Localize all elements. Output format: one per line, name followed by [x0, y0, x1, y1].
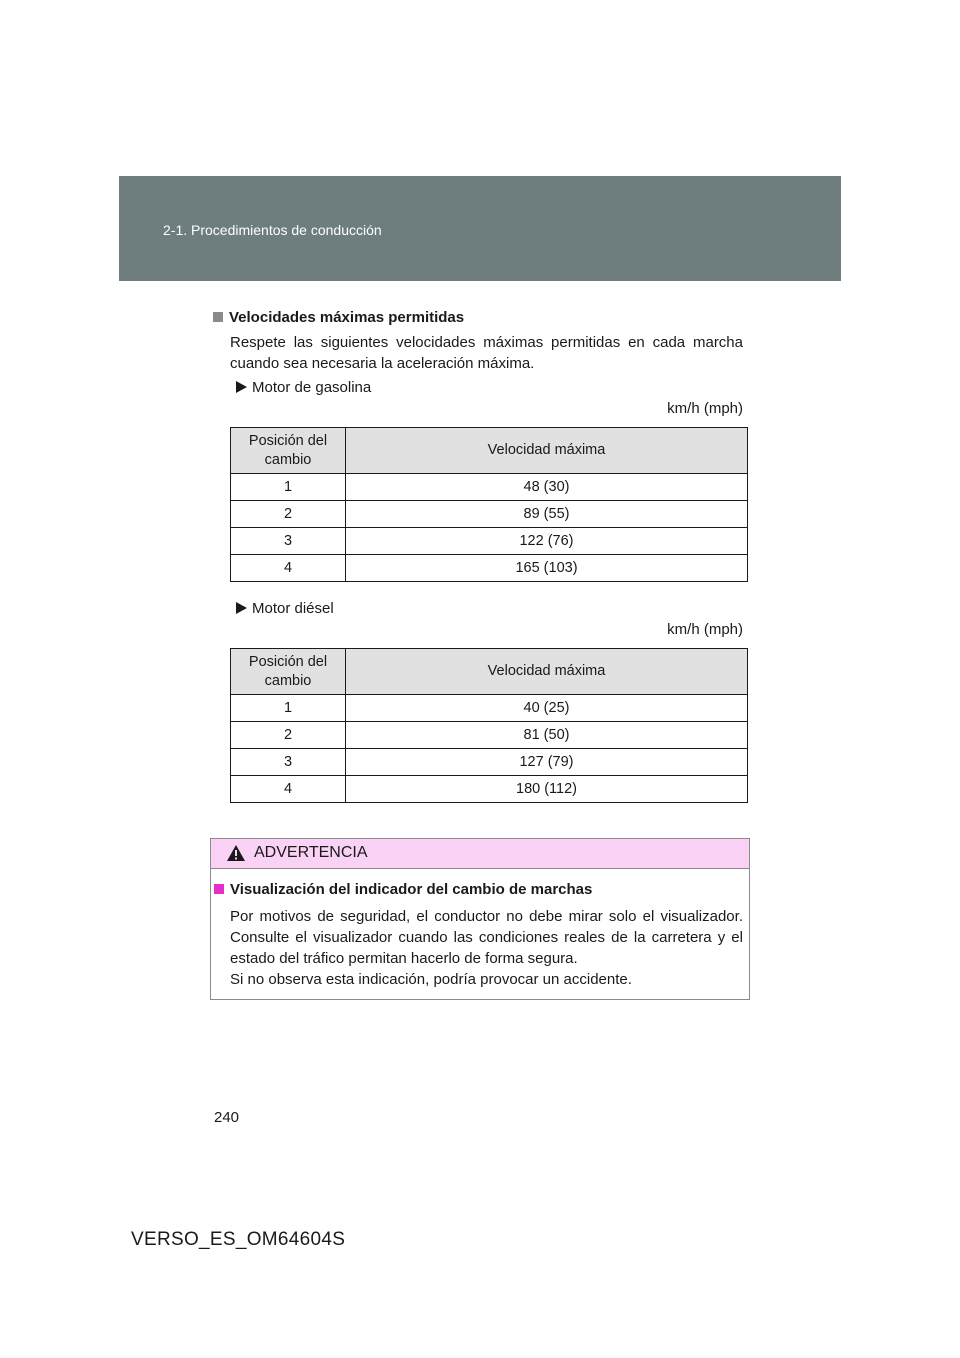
warning-box [210, 838, 750, 1000]
speed-cell: 81 (50) [346, 722, 748, 749]
warning-body [230, 906, 743, 990]
table-header-row [231, 428, 748, 474]
diesel-unit: km/h (mph) [667, 621, 743, 638]
speed-cell: 165 (103) [346, 555, 748, 582]
table-row [231, 749, 748, 776]
warning-triangle-icon [226, 844, 246, 867]
gasoline-unit: km/h (mph) [667, 400, 743, 417]
gear-cell: 1 [231, 695, 346, 722]
gasoline-speed-table [230, 427, 748, 582]
table-row [231, 555, 748, 582]
gear-cell: 4 [231, 555, 346, 582]
gear-cell: 1 [231, 474, 346, 501]
gasoline-label [236, 379, 371, 396]
table-row [231, 722, 748, 749]
gear-cell: 2 [231, 722, 346, 749]
speed-cell: 180 (112) [346, 776, 748, 803]
diesel-label [236, 600, 334, 617]
gear-cell: 3 [231, 528, 346, 555]
warning-paragraph: Por motivos de seguridad, el conductor no debe mirar solo el visualizador. Consulte el visualizador cuando las condiciones reales de la carretera y el estado del tráfico permitan hacerlo de forma segura. [230, 908, 743, 967]
warning-paragraph-2: Si no observa esta indicación, podría provocar un accidente. [230, 971, 632, 988]
gear-cell: 4 [231, 776, 346, 803]
column-header-gear: Posición del cambio [231, 649, 346, 695]
section-heading [213, 309, 464, 326]
speed-cell: 48 (30) [346, 474, 748, 501]
speed-cell: 127 (79) [346, 749, 748, 776]
gasoline-label-text: Motor de gasolina [252, 379, 372, 396]
table-row [231, 528, 748, 555]
speed-cell: 89 (55) [346, 501, 748, 528]
warning-header [211, 839, 749, 869]
square-bullet-icon [213, 312, 223, 322]
triangle-bullet-icon [236, 381, 247, 393]
speed-cell: 122 (76) [346, 528, 748, 555]
section-title: 2-1. Procedimientos de conducción [163, 222, 382, 238]
section-heading-text: Velocidades máximas permitidas [229, 309, 465, 326]
chapter-header-band [119, 176, 841, 281]
column-header-speed: Velocidad máxima [346, 428, 748, 474]
warning-subheading [214, 881, 592, 898]
document-id: VERSO_ES_OM64604S [131, 1229, 346, 1250]
page-number: 240 [214, 1109, 240, 1126]
intro-paragraph: Respete las siguientes velocidades máximas permitidas en cada marcha cuando sea necesaria la aceleración máxima. [230, 334, 743, 372]
table-row [231, 501, 748, 528]
table-header-row [231, 649, 748, 695]
table-row [231, 474, 748, 501]
table-row [231, 695, 748, 722]
warning-subheading-text: Visualización del indicador del cambio de marchas [230, 881, 593, 898]
gear-cell: 3 [231, 749, 346, 776]
table-row [231, 776, 748, 803]
diesel-speed-table [230, 648, 748, 803]
square-bullet-icon [214, 884, 224, 894]
speed-cell: 40 (25) [346, 695, 748, 722]
diesel-label-text: Motor diésel [252, 600, 334, 617]
column-header-speed: Velocidad máxima [346, 649, 748, 695]
column-header-gear: Posición del cambio [231, 428, 346, 474]
gear-cell: 2 [231, 501, 346, 528]
triangle-bullet-icon [236, 602, 247, 614]
warning-title: ADVERTENCIA [254, 844, 368, 861]
